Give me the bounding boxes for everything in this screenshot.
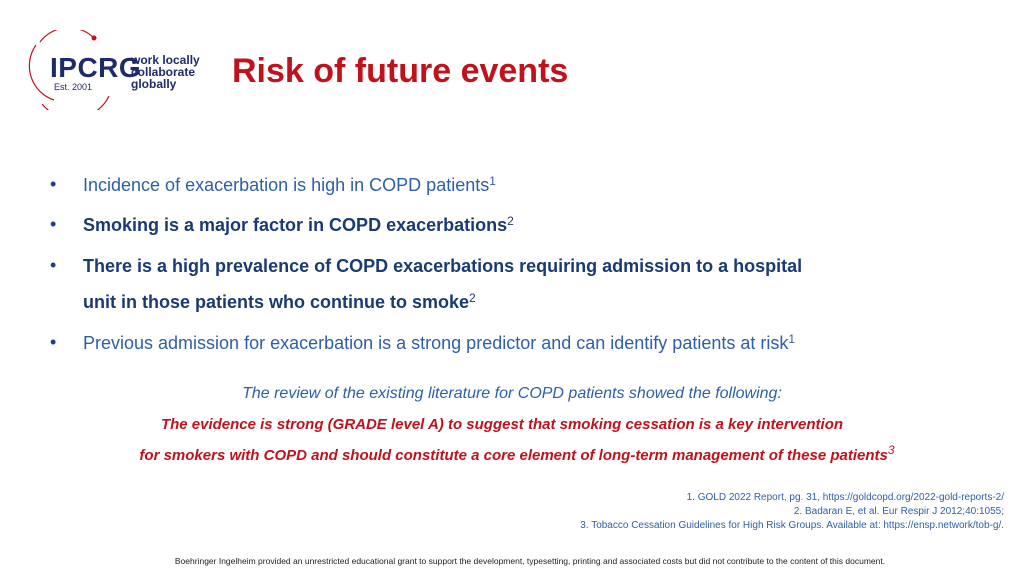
bullet-text: Previous admission for exacerbation is a strong predictor and can identify patients at risk bbox=[83, 333, 789, 353]
logo-tagline bbox=[131, 54, 214, 90]
logo-tagline-line1: work locally bbox=[131, 53, 200, 67]
logo-wordmark: IPCRG bbox=[50, 52, 142, 83]
bullet-text-line2: unit in those patients who continue to smoke bbox=[83, 292, 470, 312]
bullet-dot: • bbox=[50, 255, 57, 275]
review-statement: The review of the existing literature for COPD patients showed the following: bbox=[242, 385, 782, 402]
citation-marker: 2 bbox=[507, 214, 514, 228]
logo-tagline-line2: collaborate globally bbox=[131, 65, 196, 91]
bullet-text-line1: There is a high prevalence of COPD exacerbations requiring admission to a hospital bbox=[83, 256, 803, 276]
citation-marker: 3 bbox=[887, 443, 895, 457]
evidence-statement-line2-text: for smokers with COPD and should constitute a core element of long-term management of these patients bbox=[139, 447, 888, 464]
bullet-text: Incidence of exacerbation is high in COPD patients bbox=[83, 175, 490, 195]
evidence-statement-line1: The evidence is strong (GRADE level A) to suggest that smoking cessation is a key intervention bbox=[160, 416, 844, 433]
citation-marker: 2 bbox=[469, 291, 476, 305]
citation-marker: 1 bbox=[489, 174, 496, 188]
bullet-dot: • bbox=[50, 174, 57, 194]
citation-marker: 1 bbox=[788, 332, 796, 346]
evidence-statement-line2 bbox=[5, 443, 1024, 464]
ipcrg-logo bbox=[14, 30, 214, 110]
references bbox=[580, 491, 1004, 533]
logo-established: Est. 2001 bbox=[54, 82, 93, 92]
reference-item: 1. GOLD 2022 Report, pg. 31, https://goldcopd.org/2022-gold-reports-2/ bbox=[686, 492, 1004, 503]
bullet-text: Smoking is a major factor in COPD exacerbations bbox=[83, 215, 508, 235]
bullet-dot: • bbox=[50, 332, 57, 352]
reference-item: 2. Badaran E, et al. Eur Respir J 2012;40:1055; bbox=[793, 506, 1004, 517]
bullet-dot: • bbox=[50, 214, 57, 234]
sponsor-disclaimer: Boehringer Ingelheim provided an unrestricted educational grant to support the development, typesetting, printing and associated costs but did not contribute to the content of this document. bbox=[174, 556, 886, 566]
slide-title: Risk of future events bbox=[232, 52, 569, 90]
reference-item: 3. Tobacco Cessation Guidelines for High Risk Groups. Available at: https://ensp.network/tob-g/. bbox=[580, 520, 1004, 531]
